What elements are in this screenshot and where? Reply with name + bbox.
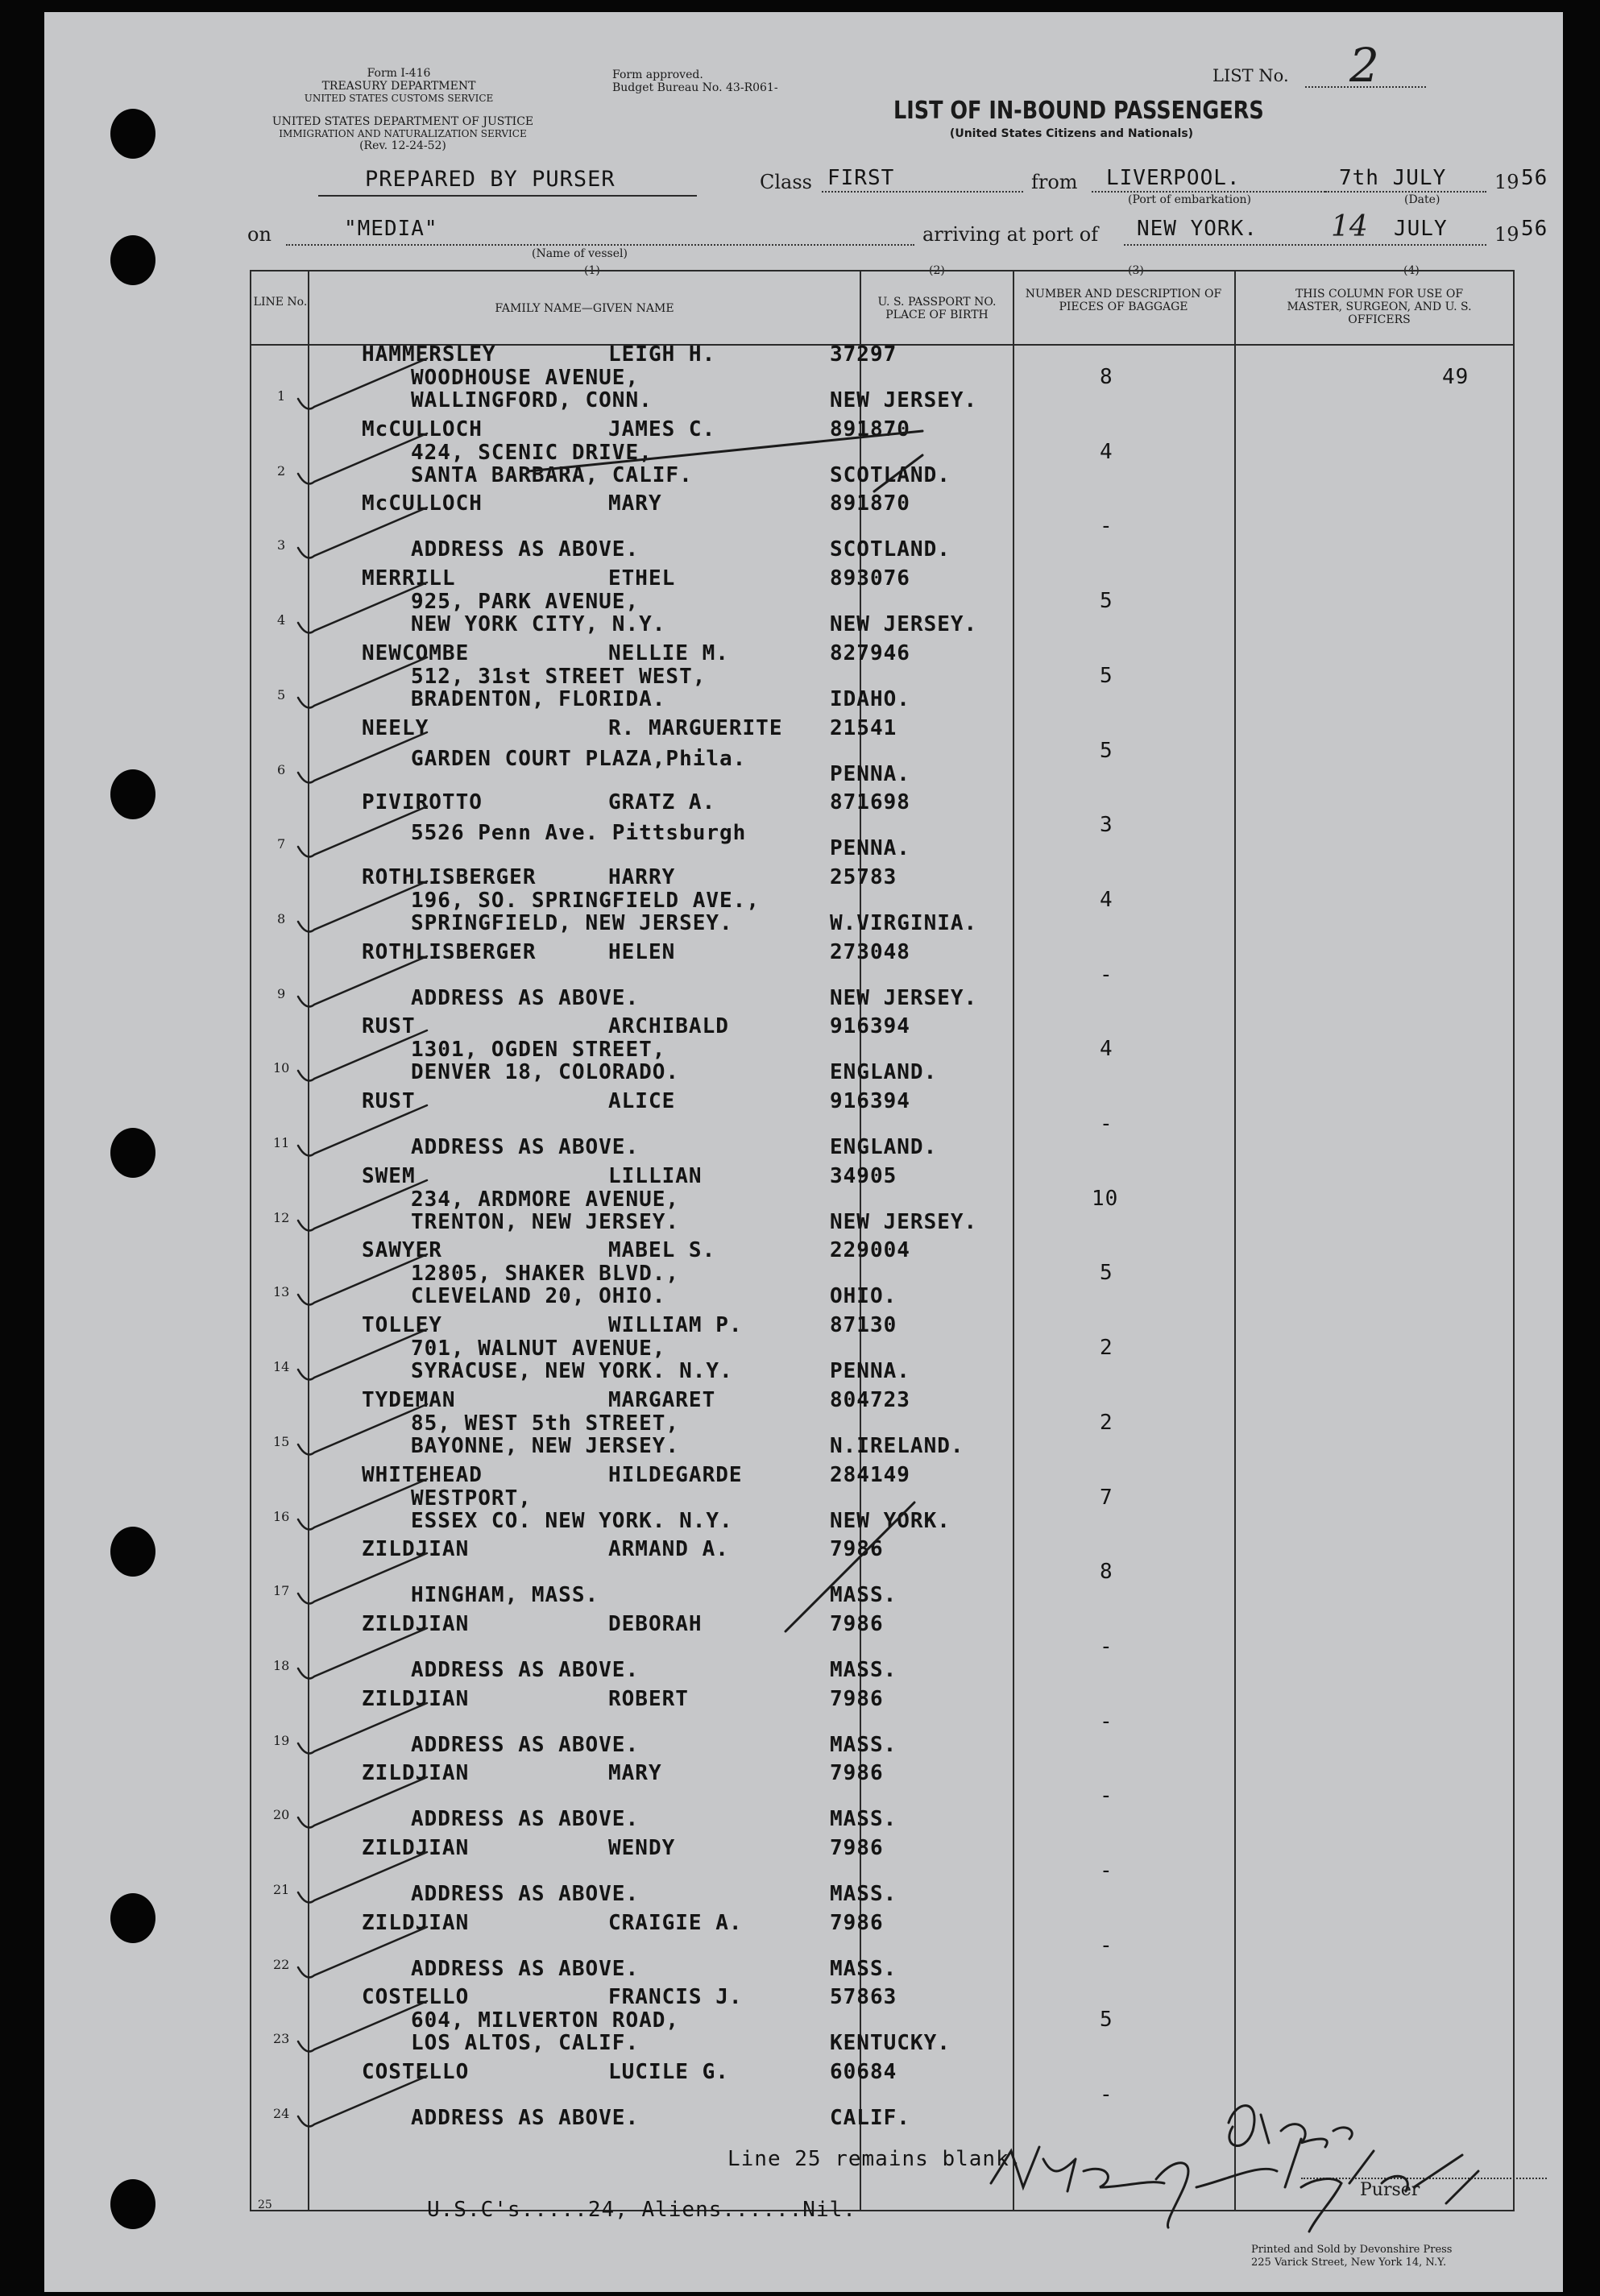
row-address-2: ADDRESS AS ABOVE.	[411, 1956, 640, 1981]
officer-signature	[991, 2139, 1478, 2232]
vessel-caption: (Name of vessel)	[532, 247, 628, 260]
row-line-number: 17	[273, 1583, 290, 1599]
row-address-2: LOS ALTOS, CALIF.	[411, 2031, 640, 2056]
row-address-1: 196, SO. SPRINGFIELD AVE.,	[411, 888, 760, 913]
class-label: Class	[760, 171, 812, 193]
line-25-number: 25	[258, 2199, 272, 2211]
row-baggage: 4	[1100, 1037, 1113, 1062]
row-address-2: ESSEX CO. NEW YORK. N.Y.	[411, 1508, 733, 1533]
row-given-name: LILLIAN	[608, 1163, 703, 1188]
from-label: from	[1031, 171, 1078, 193]
row-passport: 916394	[830, 1014, 910, 1039]
row-passport: 60684	[830, 2060, 897, 2085]
arrival-year: 56	[1521, 217, 1548, 241]
row-birthplace: SCOTLAND.	[830, 462, 951, 487]
row-passport: 916394	[830, 1089, 910, 1113]
arrival-port: NEW YORK.	[1137, 217, 1258, 241]
row-passport: 891870	[830, 491, 910, 516]
row-birthplace: N.IRELAND.	[830, 1433, 964, 1458]
row-baggage: -	[1100, 1709, 1113, 1734]
row-family-name: TYDEMAN	[362, 1387, 456, 1412]
row-passport: 34905	[830, 1163, 897, 1188]
port-of-embarkation: LIVERPOOL.	[1106, 166, 1241, 190]
row-line-number: 15	[273, 1433, 290, 1449]
row-address-2: TRENTON, NEW JERSEY.	[411, 1209, 680, 1234]
row-address-2: ADDRESS AS ABOVE.	[411, 1882, 640, 1906]
port-caption: (Port of embarkation)	[1128, 193, 1251, 206]
row-birthplace: NEW JERSEY.	[830, 388, 978, 412]
row-birthplace: KENTUCKY.	[830, 2031, 951, 2056]
check-strikes	[528, 431, 922, 1631]
dept-justice: UNITED STATES DEPARTMENT OF JUSTICE	[272, 115, 534, 128]
row-given-name: ETHEL	[608, 566, 676, 591]
row-birthplace: OHIO.	[830, 1284, 897, 1309]
printer-line-1: Printed and Sold by Devonshire Press	[1251, 2244, 1453, 2256]
col-num-2: (2)	[929, 264, 945, 277]
row-birthplace: W.VIRGINIA.	[830, 910, 978, 935]
row-address-2: BAYONNE, NEW JERSEY.	[411, 1433, 680, 1458]
row-line-number: 8	[277, 910, 286, 926]
row-address-2: ADDRESS AS ABOVE.	[411, 1807, 640, 1832]
year-label-2: 19	[1494, 223, 1519, 246]
row-line-number: 16	[273, 1508, 290, 1524]
arrival-month: JULY	[1394, 217, 1448, 241]
row-baggage: -	[1100, 1112, 1113, 1136]
row-baggage: -	[1100, 1933, 1113, 1958]
row-line-number: 20	[273, 1807, 290, 1823]
row-birthplace: IDAHO.	[830, 686, 910, 711]
col-baggage: NUMBER AND DESCRIPTION OF PIECES OF BAGGAGE	[1025, 288, 1222, 313]
purser-label: Purser	[1360, 2180, 1420, 2200]
row-family-name: McCULLOCH	[362, 417, 483, 441]
row-baggage: 5	[1100, 2008, 1113, 2033]
row-baggage: -	[1100, 2083, 1113, 2107]
col-line-no: LINE No.	[253, 296, 308, 309]
row-passport: 57863	[830, 1985, 897, 2010]
row-passport: 37297	[830, 342, 897, 367]
row-given-name: CRAIGIE A.	[608, 1910, 743, 1935]
row-birthplace: PENNA.	[830, 836, 910, 861]
row-given-name: LUCILE G.	[608, 2060, 729, 2085]
totals: U.S.C's.....24, Aliens......Nil.	[427, 2198, 856, 2222]
row-given-name: MARY	[608, 491, 662, 516]
row-birthplace: NEW YORK.	[830, 1508, 951, 1533]
row-birthplace: SCOTLAND.	[830, 537, 951, 562]
row-birthplace: ENGLAND.	[830, 1060, 938, 1085]
row-address-1: 512, 31st STREET WEST,	[411, 664, 707, 689]
row-officer-note: 49	[1442, 365, 1469, 389]
row-baggage: 5	[1100, 1261, 1113, 1286]
row-baggage: 4	[1100, 439, 1113, 464]
row-family-name: RUST	[362, 1089, 416, 1113]
customs-service: UNITED STATES CUSTOMS SERVICE	[304, 93, 494, 104]
row-baggage: -	[1100, 1859, 1113, 1883]
col-name: FAMILY NAME—GIVEN NAME	[495, 302, 674, 315]
row-line-number: 13	[273, 1284, 290, 1300]
row-family-name: COSTELLO	[362, 2060, 470, 2085]
row-address-1: 701, WALNUT AVENUE,	[411, 1337, 666, 1361]
row-birthplace: ENGLAND.	[830, 1135, 938, 1159]
row-address-2: ADDRESS AS ABOVE.	[411, 1657, 640, 1682]
row-family-name: COSTELLO	[362, 1985, 470, 2010]
row-passport: 891870	[830, 417, 910, 441]
row-family-name: ZILDJIAN	[362, 1761, 470, 1786]
row-birthplace: CALIF.	[830, 2106, 910, 2131]
row-line-number: 24	[273, 2106, 290, 2122]
vessel-name: "MEDIA"	[344, 217, 438, 241]
row-baggage: -	[1100, 962, 1113, 987]
row-line-number: 9	[277, 985, 286, 1001]
row-line-number: 18	[273, 1657, 290, 1673]
row-family-name: ZILDJIAN	[362, 1686, 470, 1711]
row-line-number: 1	[277, 388, 286, 404]
row-baggage: 5	[1100, 663, 1113, 688]
row-given-name: HELEN	[608, 939, 676, 964]
row-address-2: WALLINGFORD, CONN.	[411, 388, 653, 412]
row-baggage: 2	[1100, 1410, 1113, 1435]
purser-signature	[1229, 2106, 1352, 2147]
page-subtitle: (United States Citizens and Nationals)	[949, 127, 1194, 140]
row-passport: 284149	[830, 1462, 910, 1487]
row-given-name: HILDEGARDE	[608, 1462, 743, 1487]
row-passport: 7986	[830, 1686, 884, 1711]
row-line-number: 11	[273, 1135, 290, 1150]
on-label: on	[247, 223, 272, 246]
list-no-value: 2	[1349, 38, 1379, 93]
row-address-2: ADDRESS AS ABOVE.	[411, 1732, 640, 1757]
row-birthplace: MASS.	[830, 1583, 897, 1608]
row-given-name: NELLIE M.	[608, 640, 729, 665]
row-line-number: 3	[277, 537, 286, 553]
row-given-name: MARGARET	[608, 1387, 716, 1412]
row-family-name: ZILDJIAN	[362, 1611, 470, 1636]
row-family-name: NEELY	[362, 715, 429, 740]
row-given-name: MABEL S.	[608, 1238, 716, 1263]
row-family-name: ROTHLISBERGER	[362, 864, 537, 889]
row-given-name: ARMAND A.	[608, 1537, 729, 1562]
row-birthplace: MASS.	[830, 1657, 897, 1682]
row-address-2: ADDRESS AS ABOVE.	[411, 1135, 640, 1159]
row-address-1: 234, ARDMORE AVENUE,	[411, 1187, 680, 1212]
row-line-number: 4	[277, 612, 286, 628]
row-line-number: 23	[273, 2031, 290, 2047]
row-baggage: 3	[1100, 813, 1113, 838]
row-given-name: R. MARGUERITE	[608, 715, 783, 740]
row-baggage: 5	[1100, 589, 1113, 614]
row-birthplace: NEW JERSEY.	[830, 985, 978, 1010]
row-family-name: McCULLOCH	[362, 491, 483, 516]
embarkation-date: 7th JULY	[1339, 166, 1447, 190]
row-line-number: 7	[277, 836, 286, 852]
row-given-name: DEBORAH	[608, 1611, 703, 1636]
immigration-service: IMMIGRATION AND NATURALIZATION SERVICE	[279, 128, 527, 139]
row-given-name: ROBERT	[608, 1686, 689, 1711]
row-birthplace: MASS.	[830, 1956, 897, 1981]
row-address-2: HINGHAM, MASS.	[411, 1583, 599, 1608]
row-birthplace: NEW JERSEY.	[830, 612, 978, 637]
row-address-1: 424, SCENIC DRIVE,	[411, 440, 653, 465]
row-line-number: 22	[273, 1956, 290, 1972]
row-family-name: RUST	[362, 1014, 416, 1039]
row-line-number: 19	[273, 1732, 290, 1748]
row-given-name: WILLIAM P.	[608, 1313, 743, 1338]
row-baggage: -	[1100, 1784, 1113, 1809]
class-value: FIRST	[827, 166, 895, 190]
row-given-name: FRANCIS J.	[608, 1985, 743, 2010]
row-family-name: TOLLEY	[362, 1313, 442, 1338]
row-passport: 25783	[830, 864, 897, 889]
row-passport: 7986	[830, 1761, 884, 1786]
row-address-1: 604, MILVERTON ROAD,	[411, 2008, 680, 2033]
col-passport: U. S. PASSPORT NO. PLACE OF BIRTH	[877, 296, 997, 321]
row-address-1: 925, PARK AVENUE,	[411, 590, 640, 615]
row-address-2: SPRINGFIELD, NEW JERSEY.	[411, 910, 733, 935]
row-line-number: 10	[273, 1060, 290, 1076]
row-passport: 7986	[830, 1910, 884, 1935]
row-given-name: ALICE	[608, 1089, 676, 1113]
row-given-name: GRATZ A.	[608, 790, 716, 815]
col-num-3: (3)	[1128, 264, 1144, 277]
row-address-1: WESTPORT,	[411, 1486, 532, 1511]
row-address-2: ADDRESS AS ABOVE.	[411, 2106, 640, 2131]
page-title: LIST OF IN-BOUND PASSENGERS	[893, 97, 1264, 125]
col-officers: THIS COLUMN FOR USE OF MASTER, SURGEON, AND U. S. OFFICERS	[1287, 288, 1472, 326]
row-address-1: 12805, SHAKER BLVD.,	[411, 1262, 680, 1287]
list-no-label: LIST No.	[1212, 66, 1289, 85]
year-label: 19	[1494, 171, 1519, 193]
arrival-day: 14	[1331, 210, 1368, 243]
row-passport: 229004	[830, 1238, 910, 1263]
row-address-2: CLEVELAND 20, OHIO.	[411, 1284, 666, 1309]
treasury-dept: TREASURY DEPARTMENT	[321, 80, 476, 93]
revision: (Rev. 12-24-52)	[359, 139, 446, 152]
row-passport: 21541	[830, 715, 897, 740]
row-baggage: 4	[1100, 887, 1113, 912]
form-id: Form I-416	[367, 67, 431, 80]
embarkation-year: 56	[1521, 166, 1548, 190]
row-birthplace: NEW JERSEY.	[830, 1209, 978, 1234]
row-given-name: ARCHIBALD	[608, 1014, 729, 1039]
row-address-2: ADDRESS AS ABOVE.	[411, 985, 640, 1010]
col-num-1: (1)	[584, 264, 600, 277]
row-given-name: MARY	[608, 1761, 662, 1786]
row-passport: 87130	[830, 1313, 897, 1338]
form-approved: Form approved.	[612, 68, 703, 81]
row-family-name: NEWCOMBE	[362, 640, 470, 665]
prepared-by: PREPARED BY PURSER	[365, 167, 616, 192]
row-family-name: SWEM	[362, 1163, 416, 1188]
row-address-2: DENVER 18, COLORADO.	[411, 1060, 680, 1085]
row-birthplace: PENNA.	[830, 761, 910, 786]
row-family-name: HAMMERSLEY	[362, 342, 496, 367]
row-given-name: LEIGH H.	[608, 342, 716, 367]
row-address-2: NEW YORK CITY, N.Y.	[411, 612, 666, 637]
printer-line-2: 225 Varick Street, New York 14, N.Y.	[1251, 2257, 1447, 2269]
row-passport: 7986	[830, 1537, 884, 1562]
handwritten-marks	[44, 12, 1563, 2292]
row-family-name: PIVIROTTO	[362, 790, 483, 815]
document-page	[44, 12, 1563, 2292]
row-baggage: 7	[1100, 1485, 1113, 1510]
row-address-2: SYRACUSE, NEW YORK. N.Y.	[411, 1359, 733, 1384]
row-address-1: 5526 Penn Ave. Pittsburgh	[411, 821, 747, 846]
row-line-number: 2	[277, 462, 286, 479]
row-passport: 7986	[830, 1836, 884, 1860]
row-address-1: 1301, OGDEN STREET,	[411, 1038, 666, 1063]
row-address-2: BRADENTON, FLORIDA.	[411, 686, 666, 711]
row-birthplace: MASS.	[830, 1732, 897, 1757]
row-address-2: SANTA BARBARA, CALIF.	[411, 462, 693, 487]
row-address-1: WOODHOUSE AVENUE,	[411, 366, 640, 390]
row-passport: 893076	[830, 566, 910, 591]
row-passport: 827946	[830, 640, 910, 665]
col-num-4: (4)	[1403, 264, 1420, 277]
row-baggage: 8	[1100, 1560, 1113, 1585]
row-birthplace: MASS.	[830, 1882, 897, 1906]
row-address-1: GARDEN COURT PLAZA,Phila.	[411, 746, 747, 771]
row-passport: 7986	[830, 1611, 884, 1636]
row-family-name: MERRILL	[362, 566, 456, 591]
row-passport: 273048	[830, 939, 910, 964]
row-family-name: WHITEHEAD	[362, 1462, 483, 1487]
row-line-number: 21	[273, 1882, 290, 1897]
row-birthplace: MASS.	[830, 1807, 897, 1832]
row-passport: 804723	[830, 1387, 910, 1412]
row-line-number: 5	[277, 686, 286, 702]
row-family-name: SAWYER	[362, 1238, 442, 1263]
row-baggage: -	[1100, 514, 1113, 539]
row-given-name: HARRY	[608, 864, 676, 889]
row-baggage: 5	[1100, 738, 1113, 763]
row-given-name: WENDY	[608, 1836, 676, 1860]
row-address-2: ADDRESS AS ABOVE.	[411, 537, 640, 562]
row-line-number: 6	[277, 761, 286, 777]
row-family-name: ZILDJIAN	[362, 1537, 470, 1562]
row-line-number: 12	[273, 1209, 290, 1225]
row-baggage: 10	[1092, 1186, 1119, 1211]
budget-bureau: Budget Bureau No. 43-R061-	[612, 81, 778, 94]
row-family-name: ZILDJIAN	[362, 1910, 470, 1935]
row-baggage: 8	[1100, 365, 1113, 389]
arriving-label: arriving at port of	[922, 223, 1099, 246]
row-baggage: 2	[1100, 1336, 1113, 1361]
row-birthplace: PENNA.	[830, 1359, 910, 1384]
row-family-name: ROTHLISBERGER	[362, 939, 537, 964]
line-25-note: Line 25 remains blank.	[727, 2147, 1023, 2171]
row-line-number: 14	[273, 1359, 290, 1375]
date-caption: (Date)	[1404, 193, 1440, 206]
row-address-1: 85, WEST 5th STREET,	[411, 1411, 680, 1436]
row-family-name: ZILDJIAN	[362, 1836, 470, 1860]
row-passport: 871698	[830, 790, 910, 815]
row-given-name: JAMES C.	[608, 417, 716, 441]
row-baggage: -	[1100, 1634, 1113, 1659]
